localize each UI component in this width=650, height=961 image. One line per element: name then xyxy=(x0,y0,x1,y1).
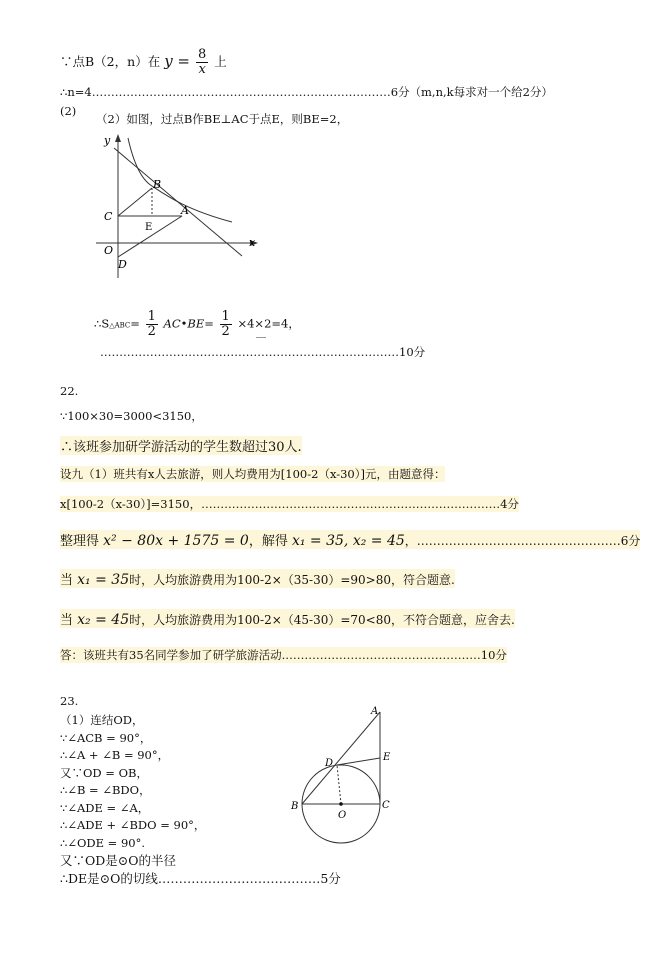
q21-fraction xyxy=(196,48,208,77)
label-B: B xyxy=(153,178,162,191)
area-prefix: ∴S xyxy=(94,316,110,331)
q22-line5-a: 整理得 xyxy=(60,534,100,549)
point-O xyxy=(339,802,343,806)
q21-line1-prefix: ∵点B（2，n）在 xyxy=(60,54,161,69)
q21-line2-dots: ……………………………………………………………………6分（m,n,k每求对一个给2分） xyxy=(91,85,553,99)
area-frac2-num: 1 xyxy=(221,309,230,324)
q22-number: 22. xyxy=(60,384,79,398)
q22-line7-x: x₂ = 45 xyxy=(77,612,130,628)
q23-proof-line: ∴∠ODE = 90°. xyxy=(60,835,145,850)
q22-solutions: x₁ = 35, x₂ = 45 xyxy=(291,533,405,549)
q22-line7 xyxy=(60,609,515,628)
segment-OD-dashed xyxy=(337,765,341,804)
label-D: D xyxy=(325,758,334,769)
q21-fraction-num: 8 xyxy=(197,47,207,62)
label-y: y xyxy=(104,134,111,147)
q22-line5-c: ，……………………………………………6分 xyxy=(404,534,641,548)
segment-CB xyxy=(118,188,152,216)
segment-DE xyxy=(337,758,380,765)
q23-proof-line: ∴DE是⊙O的切线…………………………………5分 xyxy=(60,870,341,886)
q23-proof-line: ∴∠B = ∠BDO， xyxy=(60,783,151,797)
q21-small-mark xyxy=(256,337,266,338)
q22-line4: x[100-2（x-30）]=3150，……………………………………………………………………4分 xyxy=(60,497,519,511)
q22-line6-x: x₁ = 35 xyxy=(77,572,130,588)
q22-line5-b: ，解得 xyxy=(248,534,288,549)
q22-answer: 答：该班共有35名同学参加了研学旅游活动.……………………………………………10分 xyxy=(60,648,507,662)
q22-equation: x² − 80x + 1575 = 0 xyxy=(103,533,249,549)
q21-part2-text: （2）如图，过点B作BE⊥AC于点E，则BE=2， xyxy=(96,112,349,126)
q21-part2-label: (2) xyxy=(60,104,77,118)
q23-proof-line: （1）连结OD， xyxy=(60,713,144,727)
label-A: A xyxy=(181,204,189,217)
q23-proof-line: ∴∠A + ∠B = 90°， xyxy=(60,748,170,762)
hyperbola-curve xyxy=(128,138,232,222)
label-D: D xyxy=(118,258,127,271)
q23-proof-line: ∴∠ADE + ∠BDO = 90°， xyxy=(60,818,206,832)
area-frac1-den: 2 xyxy=(147,324,156,339)
q21-line1-y: y = xyxy=(164,52,190,70)
area-mid: AC•BE= xyxy=(163,316,214,331)
q23-proof-line: 又∵OD是⊙O的半径 xyxy=(60,853,176,868)
label-E: E xyxy=(383,752,391,763)
label-x: x xyxy=(249,236,256,249)
label-O: O xyxy=(338,810,347,821)
q23-figure xyxy=(285,702,395,882)
q22-line5 xyxy=(60,530,640,549)
q21-fraction-den: x xyxy=(198,62,206,77)
label-C: C xyxy=(104,210,113,223)
area-eq: = xyxy=(130,316,140,331)
area-end: ×4×2=4， xyxy=(237,316,300,331)
label-A: A xyxy=(371,706,379,717)
label-C: C xyxy=(382,800,390,811)
q21-line1-suffix: 上 xyxy=(214,54,227,69)
q21-figure xyxy=(92,130,262,280)
q23-proof-line: ∵∠ADE = ∠A， xyxy=(60,800,150,815)
q22-line6-a: 当 xyxy=(60,573,74,588)
q22-line2: ∴该班参加研学游活动的学生数超过30人. xyxy=(60,436,302,455)
q23-number: 23. xyxy=(60,694,79,708)
q22-line6-b: 时，人均旅游费用为100-2×（35-30）=90>80，符合题意. xyxy=(129,573,455,587)
label-E: E xyxy=(145,222,153,233)
q21-line2 xyxy=(60,84,553,100)
area-frac2-den: 2 xyxy=(221,324,230,339)
area-frac2 xyxy=(220,310,232,339)
area-frac1 xyxy=(146,310,158,339)
q22-line7-b: 时，人均旅游费用为100-2×（45-30）=70<80，不符合题意，应舍去. xyxy=(129,613,515,627)
y-axis-arrow xyxy=(115,134,121,142)
q23-proof-line: ∵∠ACB = 90°， xyxy=(60,730,152,745)
q21-area-line xyxy=(94,310,300,339)
q21-line1 xyxy=(60,48,227,77)
area-frac1-num: 1 xyxy=(147,309,156,324)
q22-line3: 设九（1）班共有x人去旅游，则人均费用为[100-2（x-30）]元，由题意得： xyxy=(60,467,446,481)
label-O: O xyxy=(104,244,114,257)
line-BA xyxy=(114,148,242,256)
q21-line2-left: ∴n=4 xyxy=(60,85,92,99)
segment-AB xyxy=(302,712,380,804)
q22-line1: ∵100×30=3000<3150， xyxy=(60,409,203,423)
q23-proof-line: 又∵OD = OB， xyxy=(60,765,148,780)
q22-line6 xyxy=(60,569,455,588)
area-sub: △ABC xyxy=(109,321,131,330)
q22-line7-a: 当 xyxy=(60,613,74,628)
label-B: B xyxy=(291,801,299,812)
q21-score-line: ……………………………………………………………………10分 xyxy=(100,345,426,359)
